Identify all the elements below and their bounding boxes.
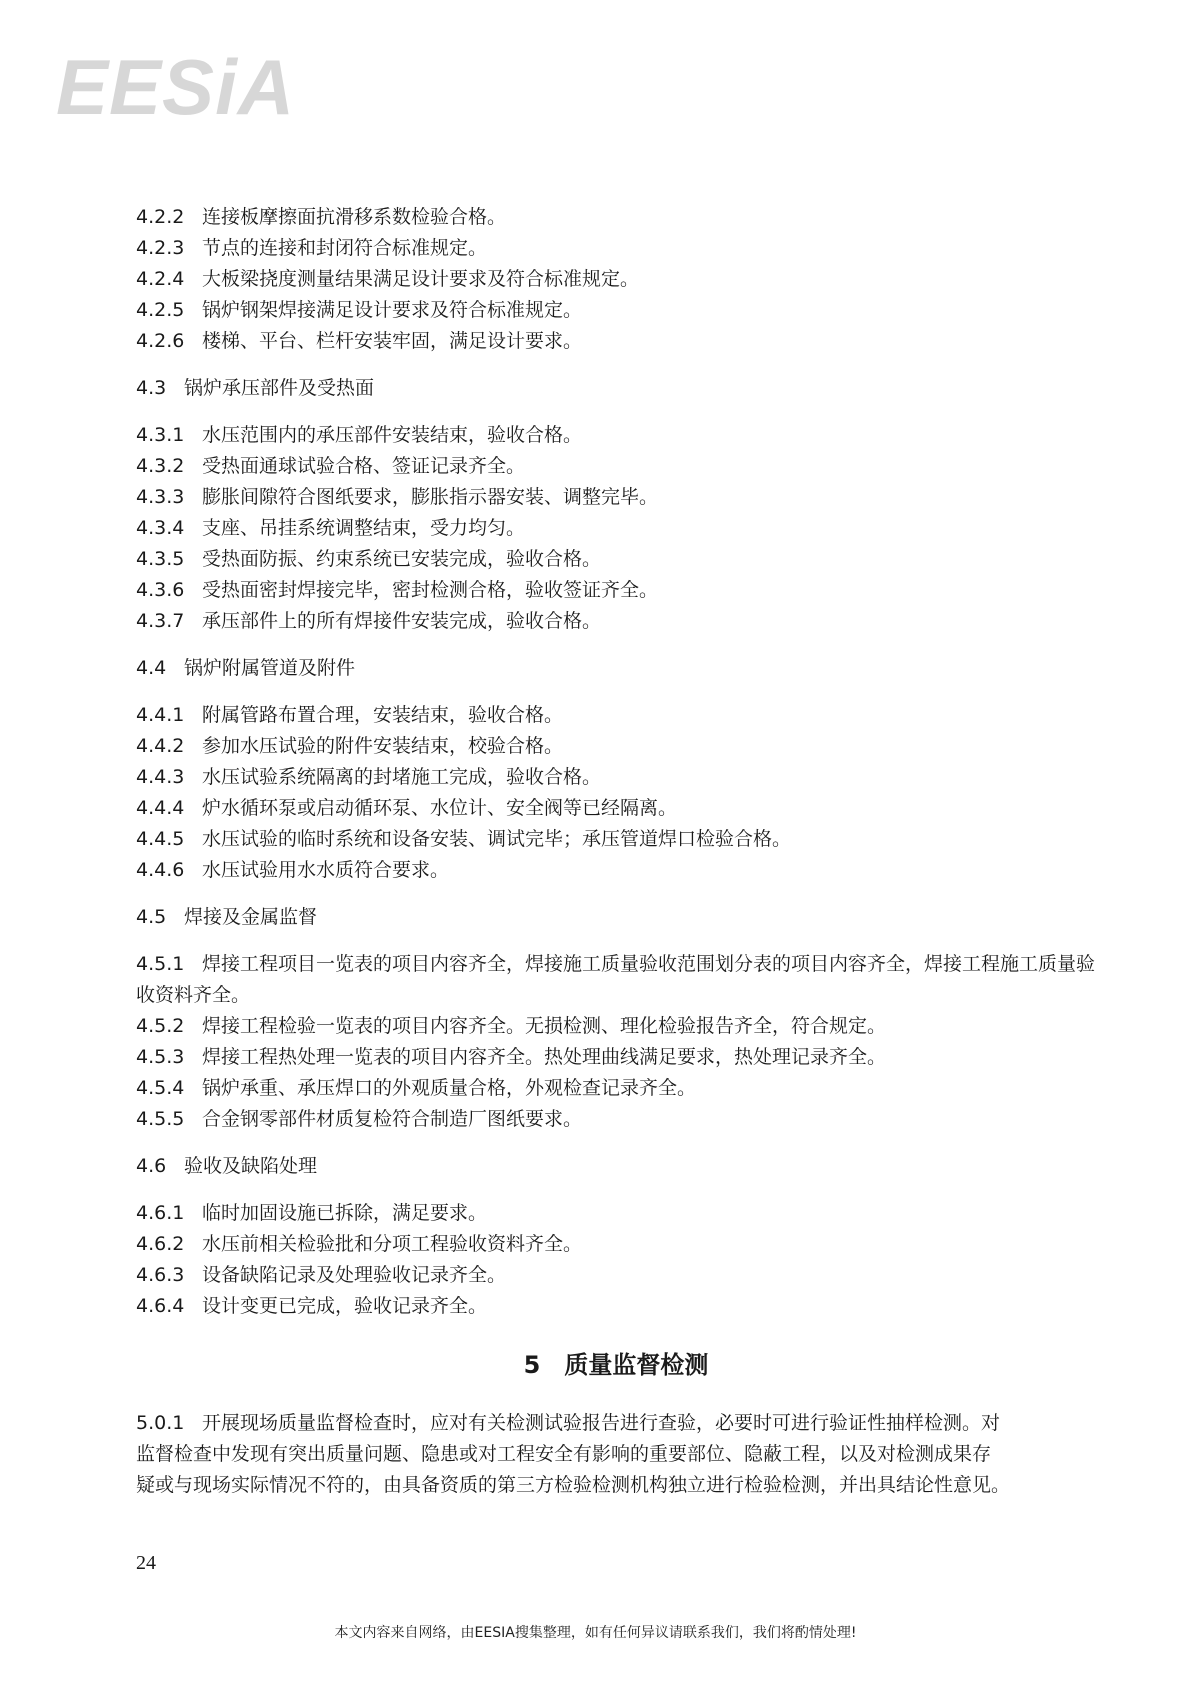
clause-number: 4.2.3 <box>136 237 185 259</box>
clause-4-6-1 <box>136 1198 1096 1229</box>
clause-number: 4.6.3 <box>136 1264 185 1286</box>
clause-4-2-6 <box>136 326 1096 357</box>
section-number: 4.5 <box>136 906 167 928</box>
clause-5-0-1 <box>136 1408 1096 1501</box>
clause-4-5-2 <box>136 1011 1096 1042</box>
section-title: 锅炉附属管道及附件 <box>184 657 356 679</box>
clause-text: 受热面通球试验合格、签证记录齐全。 <box>202 455 526 477</box>
clause-4-4-6 <box>136 855 1096 886</box>
clause-text: 炉水循环泵或启动循环泵、水位计、安全阀等已经隔离。 <box>202 797 678 819</box>
clause-text: 合金钢零部件材质复检符合制造厂图纸要求。 <box>202 1108 583 1130</box>
section-4-4-items <box>136 700 1096 886</box>
chapter-heading-5 <box>136 1348 1096 1382</box>
clause-number: 4.2.6 <box>136 330 185 352</box>
clause-number: 4.2.4 <box>136 268 185 290</box>
section-number: 4.6 <box>136 1155 167 1177</box>
clause-5-0-1-line-3: 疑或与现场实际情况不符的，由具备资质的第三方检验检测机构独立进行检验检测，并出具结论性意见。 <box>136 1474 1011 1496</box>
section-heading-4-4 <box>136 653 1096 684</box>
clause-number: 4.5.1 <box>136 953 185 975</box>
clause-text: 水压试验系统隔离的封堵施工完成，验收合格。 <box>202 766 602 788</box>
clause-number: 4.6.1 <box>136 1202 185 1224</box>
clause-text: 附属管路布置合理，安装结束，验收合格。 <box>202 704 564 726</box>
clause-number: 4.3.6 <box>136 579 185 601</box>
clause-number: 4.3.1 <box>136 424 185 446</box>
section-title: 锅炉承压部件及受热面 <box>184 377 375 399</box>
clause-4-3-2 <box>136 451 1096 482</box>
clause-text: 受热面防振、约束系统已安装完成，验收合格。 <box>202 548 602 570</box>
clause-4-5-3 <box>136 1042 1096 1073</box>
clause-number: 4.4.3 <box>136 766 185 788</box>
clause-number: 5.0.1 <box>136 1412 185 1434</box>
eesia-logo: EESiA <box>56 43 296 131</box>
clause-4-3-3 <box>136 482 1096 513</box>
clause-text: 焊接工程热处理一览表的项目内容齐全。热处理曲线满足要求，热处理记录齐全。 <box>202 1046 887 1068</box>
clause-4-5-5 <box>136 1104 1096 1135</box>
clause-4-4-4 <box>136 793 1096 824</box>
clause-4-6-3 <box>136 1260 1096 1291</box>
page-number: 24 <box>136 1552 156 1574</box>
clause-text: 水压范围内的承压部件安装结束，验收合格。 <box>202 424 583 446</box>
clause-text: 临时加固设施已拆除，满足要求。 <box>202 1202 488 1224</box>
clause-5-0-1-line-2: 监督检查中发现有突出质量问题、隐患或对工程安全有影响的重要部位、隐蔽工程，以及对检测成果存 <box>136 1443 992 1465</box>
clause-4-3-5 <box>136 544 1096 575</box>
section-heading-4-5 <box>136 902 1096 933</box>
clause-text: 膨胀间隙符合图纸要求，膨胀指示器安装、调整完毕。 <box>202 486 659 508</box>
clause-number: 4.3.4 <box>136 517 185 539</box>
clause-4-2-3 <box>136 233 1096 264</box>
clause-text: 楼梯、平台、栏杆安装牢固，满足设计要求。 <box>202 330 583 352</box>
section-heading-4-3 <box>136 373 1096 404</box>
section-title: 验收及缺陷处理 <box>184 1155 318 1177</box>
clause-text: 连接板摩擦面抗滑移系数检验合格。 <box>202 206 507 228</box>
clause-number: 4.4.6 <box>136 859 185 881</box>
chapter-title: 质量监督检测 <box>564 1351 709 1379</box>
clause-4-6-2 <box>136 1229 1096 1260</box>
clause-4-2-5 <box>136 295 1096 326</box>
clause-5-0-1-line-1 <box>136 1408 1096 1439</box>
clause-4-4-3 <box>136 762 1096 793</box>
section-4-3-items <box>136 420 1096 637</box>
clause-number: 4.5.4 <box>136 1077 185 1099</box>
chapter-number: 5 <box>523 1351 541 1379</box>
clause-number: 4.4.2 <box>136 735 185 757</box>
clause-4-2-4 <box>136 264 1096 295</box>
footer-disclaimer: 本文内容来自网络，由EESIA搜集整理，如有任何异议请联系我们，我们将酌情处理! <box>334 1625 857 1641</box>
clause-text: 开展现场质量监督检查时，应对有关检测试验报告进行查验，必要时可进行验证性抽样检测。对 <box>202 1412 1001 1434</box>
clause-text: 锅炉钢架焊接满足设计要求及符合标准规定。 <box>202 299 583 321</box>
clause-4-3-4 <box>136 513 1096 544</box>
clause-text: 支座、吊挂系统调整结束，受力均匀。 <box>202 517 526 539</box>
document-body <box>136 202 1096 1501</box>
clause-number: 4.2.2 <box>136 206 185 228</box>
clause-text: 大板梁挠度测量结果满足设计要求及符合标准规定。 <box>202 268 640 290</box>
clause-4-5-4 <box>136 1073 1096 1104</box>
clause-text: 承压部件上的所有焊接件安装完成，验收合格。 <box>202 610 602 632</box>
clause-text: 参加水压试验的附件安装结束，校验合格。 <box>202 735 564 757</box>
clause-number: 4.4.1 <box>136 704 185 726</box>
section-4-6-items <box>136 1198 1096 1322</box>
section-heading-4-6 <box>136 1151 1096 1182</box>
clause-4-4-1 <box>136 700 1096 731</box>
clause-4-3-6 <box>136 575 1096 606</box>
clause-4-5-1 <box>136 949 1096 1011</box>
clause-4-6-4 <box>136 1291 1096 1322</box>
section-title: 焊接及金属监督 <box>184 906 318 928</box>
clause-4-4-5 <box>136 824 1096 855</box>
clause-text: 锅炉承重、承压焊口的外观质量合格，外观检查记录齐全。 <box>202 1077 697 1099</box>
clause-number: 4.4.4 <box>136 797 185 819</box>
clause-4-3-7 <box>136 606 1096 637</box>
clause-number: 4.3.3 <box>136 486 185 508</box>
clause-text: 焊接工程检验一览表的项目内容齐全。无损检测、理化检验报告齐全，符合规定。 <box>202 1015 887 1037</box>
section-number: 4.4 <box>136 657 167 679</box>
clause-number: 4.5.3 <box>136 1046 185 1068</box>
clause-text: 水压试验用水水质符合要求。 <box>202 859 450 881</box>
section-number: 4.3 <box>136 377 167 399</box>
clause-number: 4.2.5 <box>136 299 185 321</box>
clause-number: 4.3.5 <box>136 548 185 570</box>
clause-text: 设备缺陷记录及处理验收记录齐全。 <box>202 1264 507 1286</box>
clause-number: 4.5.5 <box>136 1108 185 1130</box>
clause-text: 设计变更已完成，验收记录齐全。 <box>202 1295 488 1317</box>
clause-number: 4.4.5 <box>136 828 185 850</box>
clause-4-3-1 <box>136 420 1096 451</box>
clause-number: 4.5.2 <box>136 1015 185 1037</box>
clause-number: 4.6.2 <box>136 1233 185 1255</box>
clause-number: 4.3.7 <box>136 610 185 632</box>
clause-text: 节点的连接和封闭符合标准规定。 <box>202 237 488 259</box>
clause-4-2-2 <box>136 202 1096 233</box>
clause-text: 受热面密封焊接完毕，密封检测合格，验收签证齐全。 <box>202 579 659 601</box>
section-4-5-items <box>136 949 1096 1135</box>
clause-text: 焊接工程项目一览表的项目内容齐全，焊接施工质量验收范围划分表的项目内容齐全，焊接工程施工质量验收资料齐全。 <box>136 953 1096 1006</box>
clause-number: 4.3.2 <box>136 455 185 477</box>
section-4-2-items <box>136 202 1096 357</box>
clause-text: 水压前相关检验批和分项工程验收资料齐全。 <box>202 1233 583 1255</box>
clause-4-4-2 <box>136 731 1096 762</box>
clause-text: 水压试验的临时系统和设备安装、调试完毕；承压管道焊口检验合格。 <box>202 828 792 850</box>
clause-number: 4.6.4 <box>136 1295 185 1317</box>
